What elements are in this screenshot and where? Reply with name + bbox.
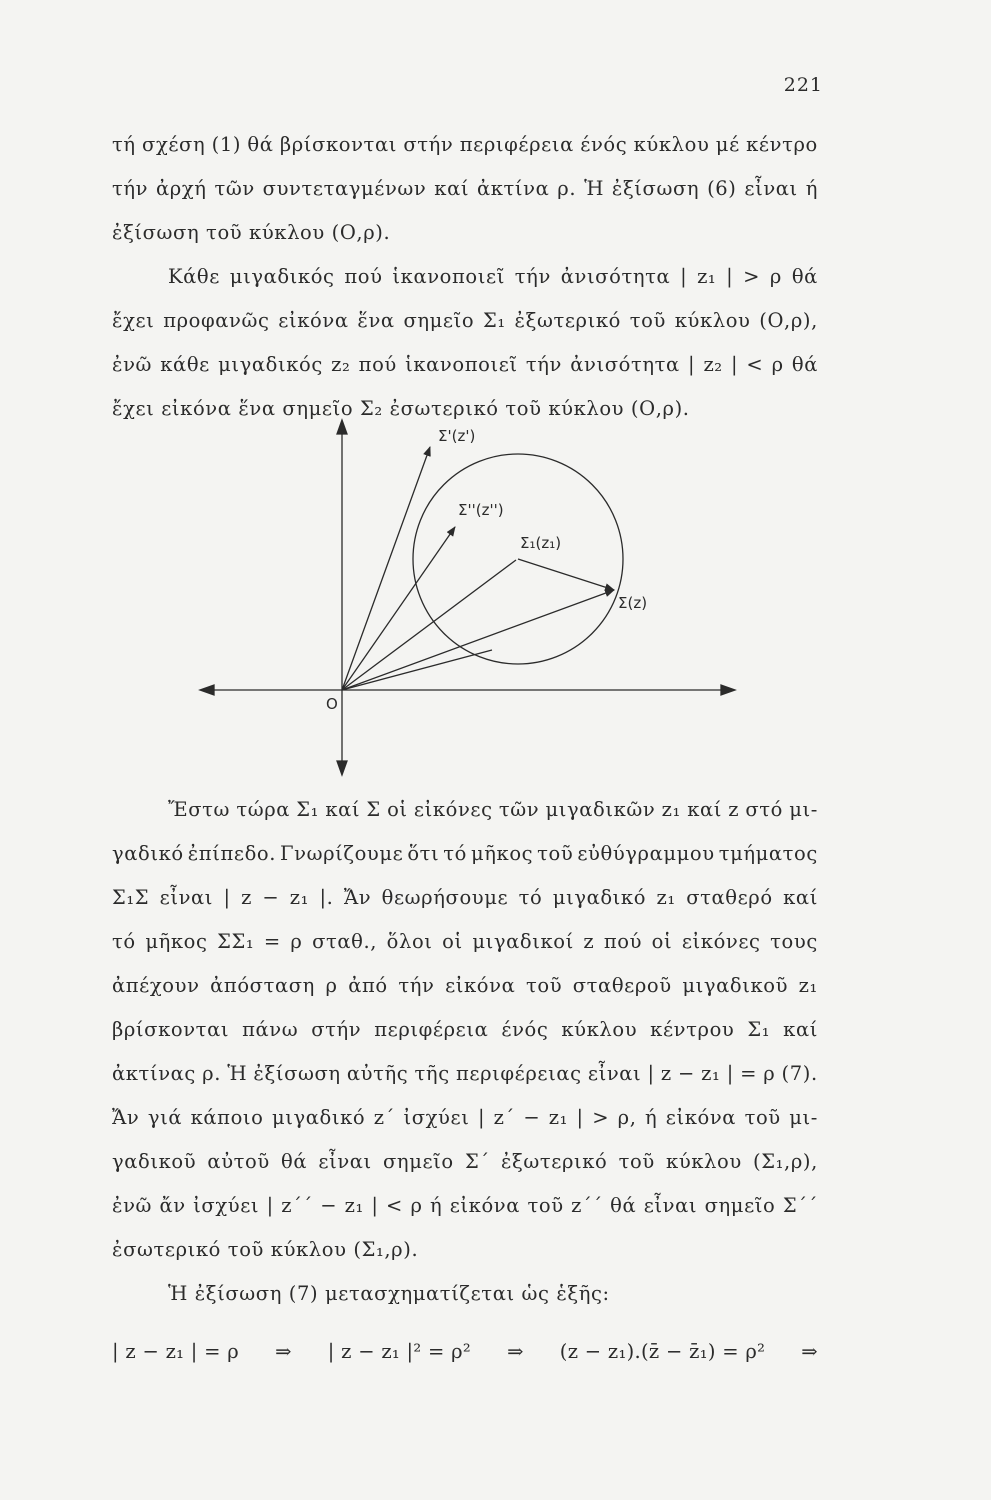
equation-part: | z − z₁ |² = ρ² xyxy=(327,1340,472,1363)
y-axis-up-arrow xyxy=(337,420,347,434)
text-line: ἔχει εἰκόνα ἕνα σημεῖο Σ₂ ἐσωτερικό τοῦ κύκλου (Ο,ρ). xyxy=(112,397,690,420)
text-line: Κάθε μιγαδικός πού ἱκανοποιεῖ τήν ἀνισότητα | z₁ | > ρ θά xyxy=(168,265,818,288)
text-line: τή σχέση (1) θά βρίσκονται στήν περιφέρεια ένός κύκλου μέ κέντρο xyxy=(112,133,818,156)
text-line: ἐξίσωση τοῦ κύκλου (Ο,ρ). xyxy=(112,221,391,244)
implies-symbol: ⇒ xyxy=(507,1340,524,1363)
x-axis-left-arrow xyxy=(200,685,214,695)
vector-sigma-double-prime xyxy=(342,527,455,690)
text-line: τήν ἀρχή τῶν συντεταγμένων καί ἀκτίνα ρ. Ἡ ἐξίσωση (6) εἶναι ή xyxy=(112,177,818,200)
text-line: ἐνῶ ἄν ἰσχύει | z΄΄ − z₁ | < ρ ή εἰκόνα τοῦ z΄΄ θά εἶναι σημεῖο Σ΄΄ xyxy=(112,1194,818,1217)
origin-label: O xyxy=(326,695,338,713)
vector-sigma1 xyxy=(342,560,516,690)
text-line: Ἄν γιά κάποιο μιγαδικό z΄ ἰσχύει | z΄ − z₁ | > ρ, ή εἰκόνα τοῦ μι- xyxy=(112,1106,818,1129)
text-line: Ἡ ἐξίσωση (7) μετασχηματίζεται ὡς ἑξῆς: xyxy=(168,1282,610,1305)
text-line: Ἔστω τώρα Σ₁ καί Σ οἱ εἰκόνες τῶν μιγαδικῶν z₁ καί z στό μι- xyxy=(168,798,818,821)
text-line: ἀπέχουν ἀπόσταση ρ ἀπό τήν εἰκόνα τοῦ σταθεροῦ μιγαδικοῦ z₁ xyxy=(112,974,818,997)
text-line: βρίσκονται πάνω στήν περιφέρεια ένός κύκλου κέντρου Σ₁ καί xyxy=(112,1018,818,1041)
text-line: τό μῆκος ΣΣ₁ = ρ σταθ., ὅλοι οἱ μιγαδικοί z πού οἱ εἰκόνες τους xyxy=(112,930,818,953)
vector-sigma xyxy=(342,590,614,690)
text-line: Σ₁Σ εἶναι | z − z₁ |. Ἄν θεωρήσουμε τό μιγαδικό z₁ σταθερό καί xyxy=(112,886,818,909)
text-line: γαδικό ἐπίπεδο. Γνωρίζουμε ὅτι τό μῆκος τοῦ εὐθύγραμμου τμήματος xyxy=(112,842,818,865)
equation-line xyxy=(112,1340,818,1363)
equation-part: | z − z₁ | = ρ xyxy=(112,1340,240,1363)
radius-sigma1-sigma xyxy=(518,559,614,590)
x-axis-right-arrow xyxy=(721,685,735,695)
sigma-prime-label: Σ'(z') xyxy=(438,427,476,445)
vector-sigma-prime xyxy=(342,447,430,690)
y-axis-down-arrow xyxy=(337,761,347,775)
text-line: ἀκτίνας ρ. Ἡ ἐξίσωση αὐτῆς τῆς περιφέρειας εἶναι | z − z₁ | = ρ (7). xyxy=(112,1062,818,1085)
text-line: ἐνῶ κάθε μιγαδικός z₂ πού ἱκανοποιεῖ τήν ἀνισότητα | z₂ | < ρ θά xyxy=(112,353,818,376)
text-line: ἐσωτερικό τοῦ κύκλου (Σ₁,ρ). xyxy=(112,1238,419,1261)
implies-symbol: ⇒ xyxy=(801,1340,818,1363)
equation-part: (z − z₁).(z̄ − z̄₁) = ρ² xyxy=(559,1340,766,1363)
sigma-label: Σ(z) xyxy=(618,594,648,612)
text-line: ἔχει προφανῶς εἰκόνα ἕνα σημεῖο Σ₁ ἐξωτερικό τοῦ κύκλου (Ο,ρ), xyxy=(112,309,818,332)
page-number: 221 xyxy=(783,74,823,96)
implies-symbol: ⇒ xyxy=(275,1340,292,1363)
vector-aux xyxy=(342,650,492,690)
text-line: γαδικοῦ αὐτοῦ θά εἶναι σημεῖο Σ΄ ἐξωτερικό τοῦ κύκλου (Σ₁,ρ), xyxy=(112,1150,818,1173)
sigma-double-prime-label: Σ''(z'') xyxy=(458,501,504,519)
sigma1-label: Σ₁(z₁) xyxy=(520,534,562,552)
